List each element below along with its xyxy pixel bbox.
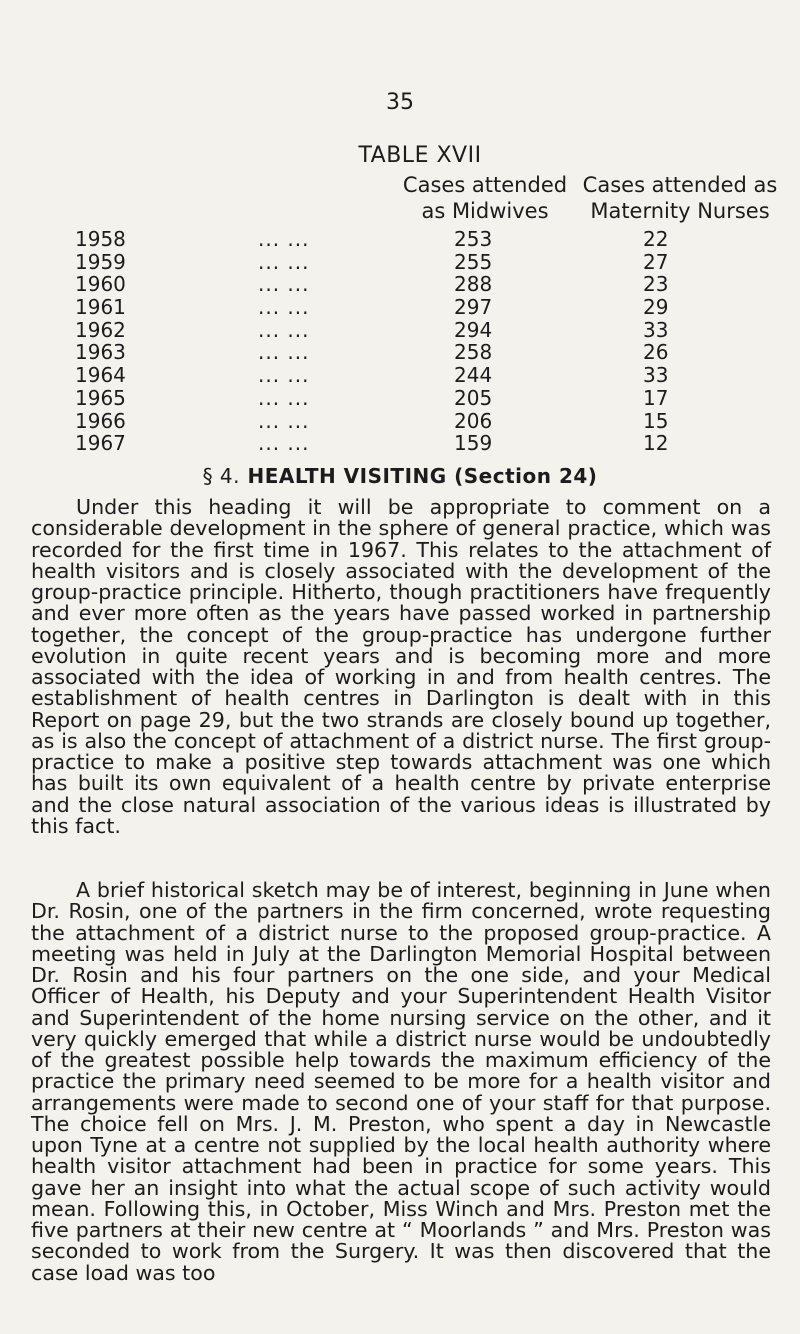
maternity-cell: 12 — [643, 431, 669, 456]
table-title: TABLE XVII — [358, 143, 482, 168]
maternity-cell: 33 — [643, 317, 669, 342]
maternity-header-line2: Maternity Nurses — [590, 199, 770, 223]
maternity-cell: 27 — [643, 249, 669, 274]
year-cell: 1959 — [75, 249, 126, 274]
leader-dots: ... ... — [258, 227, 310, 251]
year-cell: 1960 — [75, 272, 126, 297]
table-row — [0, 432, 800, 455]
midwives-cell: 159 — [454, 431, 493, 456]
section-number: § 4. — [202, 464, 241, 488]
maternity-cell: 17 — [643, 385, 669, 410]
maternity-cell: 15 — [643, 408, 669, 433]
midwives-cell: 244 — [454, 363, 493, 388]
table-row — [0, 341, 800, 364]
maternity-cell: 29 — [643, 295, 669, 320]
table-row — [0, 387, 800, 410]
leader-dots: ... ... — [258, 317, 310, 342]
midwives-header-line1: Cases attended — [402, 173, 568, 197]
table-row — [0, 410, 800, 433]
table-row — [0, 251, 800, 274]
table-row — [0, 364, 800, 387]
year-cell: 1965 — [75, 385, 126, 410]
section-heading — [0, 464, 800, 488]
midwives-cell: 206 — [454, 408, 493, 433]
leader-dots: ... ... — [258, 295, 310, 320]
year-cell: 1964 — [75, 363, 126, 388]
maternity-cell: 22 — [643, 227, 669, 251]
leader-dots: ... ... — [258, 272, 310, 297]
midwives-cell: 205 — [454, 385, 493, 410]
maternity-column-header — [560, 172, 800, 224]
leader-dots: ... ... — [258, 385, 310, 410]
maternity-cell: 33 — [643, 363, 669, 388]
midwives-cell: 288 — [454, 272, 493, 297]
maternity-header-line1: Cases attended as — [582, 173, 778, 197]
year-cell: 1958 — [75, 227, 126, 251]
year-cell: 1961 — [75, 295, 126, 320]
leader-dots: ... ... — [258, 363, 310, 388]
maternity-cell: 23 — [643, 272, 669, 297]
leader-dots: ... ... — [258, 431, 310, 456]
midwives-header-line2: as Midwives — [421, 199, 549, 223]
midwives-cell: 297 — [454, 295, 493, 320]
year-cell: 1966 — [75, 408, 126, 433]
midwives-cell: 253 — [454, 227, 493, 251]
body-paragraph: Under this heading it will be appropriate to comment on a considerable development in the sphere of general practice, which was recorded for the first time in 1967. This relates to the attachment of health visitors and is closely associated with the development of the group-practice principle. Hitherto, though practitioners have frequently and ever more often as the years have passed worked in partnership together, the concept of the group-practice has undergone further evolution in quite recent years and is becoming more and more associated with the idea of working in and from health centres. The establishment of health centres in Darlington is dealt with in this Report on page 29, but the two strands are closely bound up together, as is also the concept of attachment of a district nurse. The first group-practice to make a positive step towards attachment was one which has built its own equivalent of a health centre by private enterprise and the close natural association of the various ideas is illustrated by this fact. — [31, 495, 771, 838]
midwives-cell: 255 — [454, 249, 493, 274]
body-paragraph: A brief historical sketch may be of interest, beginning in June when Dr. Rosin, one of the partners in the firm concerned, wrote requesting the attachment of a district nurse to the proposed group-practice. A meeting was held in July at the Darlington Memorial Hospital between Dr. Rosin and his four partners on the one side, and your Medical Officer of Health, his Deputy and your Superintendent Health Visitor and Superintendent of the home nursing service on the other, and it very quickly emerged that while a district nurse would be undoubtedly of the greatest possible help towards the maximum efficiency of the practice the primary need seemed to be more for a health visitor and arrangements were made to second one of your staff for that purpose. The choice fell on Mrs. J. M. Preston, who spent a day in Newcastle upon Tyne at a centre not supplied by the local health authority where health visitor attachment had been in practice for some years. This gave her an insight into what the actual scope of such activity would mean. Following this, in October, Miss Winch and Mrs. Preston met the five partners at their new centre at “ Moorlands ” and Mrs. Preston was seconded to work from the Surgery. It was then discovered that the case load was too — [31, 878, 771, 1285]
section-title: HEALTH VISITING (Section 24) — [247, 464, 598, 488]
table-row — [0, 319, 800, 342]
table-row — [0, 228, 800, 251]
year-cell: 1962 — [75, 317, 126, 342]
year-cell: 1963 — [75, 340, 126, 365]
leader-dots: ... ... — [258, 408, 310, 433]
table-row — [0, 296, 800, 319]
cases-table-body — [0, 228, 800, 455]
midwives-cell: 294 — [454, 317, 493, 342]
year-cell: 1967 — [75, 431, 126, 456]
table-row — [0, 273, 800, 296]
maternity-cell: 26 — [643, 340, 669, 365]
leader-dots: ... ... — [258, 249, 310, 274]
leader-dots: ... ... — [258, 340, 310, 365]
page-number: 35 — [386, 90, 414, 115]
midwives-cell: 258 — [454, 340, 493, 365]
